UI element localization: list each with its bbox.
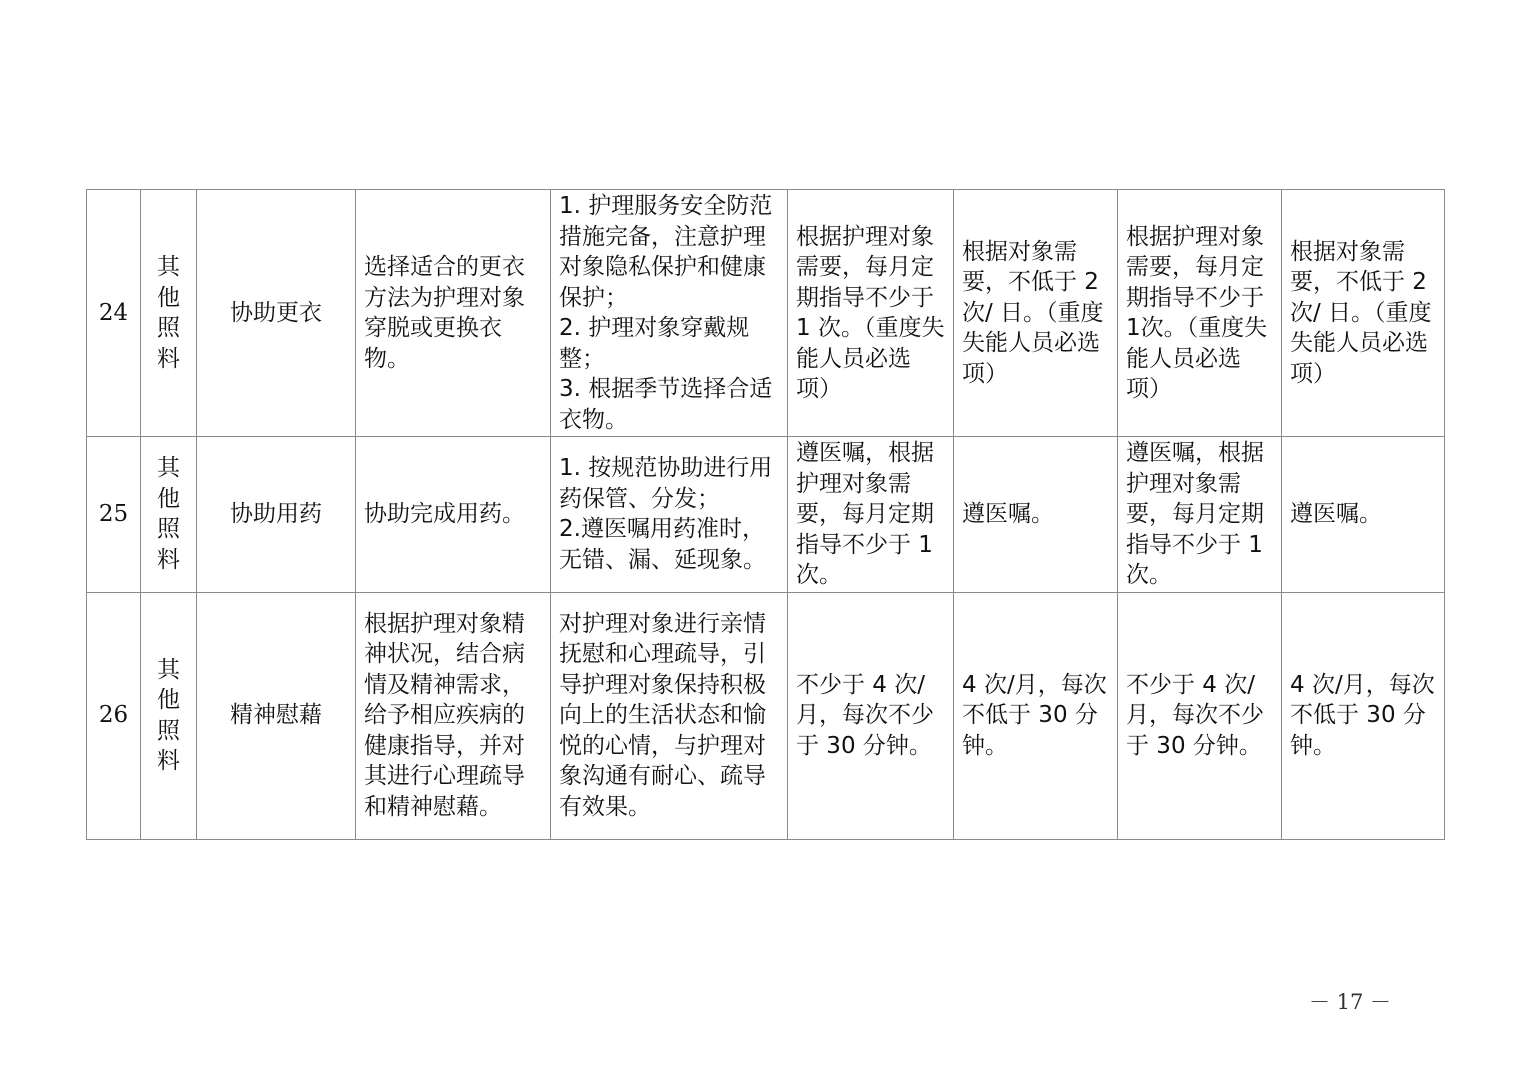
- row-frequency-b: 4 次/月，每次不低于 30 分钟。: [954, 592, 1118, 839]
- row-frequency-a: 遵医嘱，根据护理对象需要，每月定期指导不少于 1 次。: [788, 437, 954, 593]
- table-row: [87, 190, 1445, 437]
- row-frequency-c: 不少于 4 次/月，每次不少于 30 分钟。: [1118, 592, 1282, 839]
- row-content: 协助完成用药。: [356, 437, 551, 593]
- row-item: 协助用药: [197, 437, 356, 593]
- row-standard: 对护理对象进行亲情抚慰和心理疏导，引导护理对象保持积极向上的生活状态和愉悦的心情，与护理对象沟通有耐心、疏导有效果。: [551, 592, 788, 839]
- care-service-table: [86, 189, 1445, 840]
- row-content: 选择适合的更衣方法为护理对象穿脱或更换衣物。: [356, 190, 551, 437]
- page-number: － 17 －: [1308, 990, 1392, 1014]
- row-frequency-d: 根据对象需要，不低于 2 次/ 日。（重度失能人员必选项）: [1282, 190, 1445, 437]
- row-content: 根据护理对象精神状况，结合病情及精神需求，给予相应疾病的健康指导，并对其进行心理疏导和精神慰藉。: [356, 592, 551, 839]
- row-standard: 1. 护理服务安全防范措施完备，注意护理对象隐私保护和健康保护； 2. 护理对象穿戴规整； 3. 根据季节选择合适衣物。: [551, 190, 788, 437]
- row-item: 精神慰藉: [197, 592, 356, 839]
- row-frequency-a: 不少于 4 次/月，每次不少于 30 分钟。: [788, 592, 954, 839]
- row-frequency-b: 遵医嘱。: [954, 437, 1118, 593]
- row-item: 协助更衣: [197, 190, 356, 437]
- table-row: [87, 437, 1445, 593]
- table-row: [87, 592, 1445, 839]
- row-frequency-c: 遵医嘱，根据护理对象需要，每月定期指导不少于 1 次。: [1118, 437, 1282, 593]
- row-standard: 1. 按规范协助进行用药保管、分发； 2.遵医嘱用药准时，无错、漏、延现象。: [551, 437, 788, 593]
- row-category: 其 他 照 料: [141, 592, 197, 839]
- row-frequency-b: 根据对象需要，不低于 2 次/ 日。（重度失能人员必选项）: [954, 190, 1118, 437]
- row-frequency-d: 遵医嘱。: [1282, 437, 1445, 593]
- row-frequency-c: 根据护理对象需要，每月定期指导不少于1次。（重度失能人员必选项）: [1118, 190, 1282, 437]
- row-number: 26: [87, 592, 141, 839]
- row-category: 其 他 照 料: [141, 437, 197, 593]
- row-number: 25: [87, 437, 141, 593]
- row-category: 其 他 照 料: [141, 190, 197, 437]
- row-number: 24: [87, 190, 141, 437]
- row-frequency-d: 4 次/月，每次不低于 30 分钟。: [1282, 592, 1445, 839]
- row-frequency-a: 根据护理对象需要，每月定期指导不少于1 次。（重度失能人员必选项）: [788, 190, 954, 437]
